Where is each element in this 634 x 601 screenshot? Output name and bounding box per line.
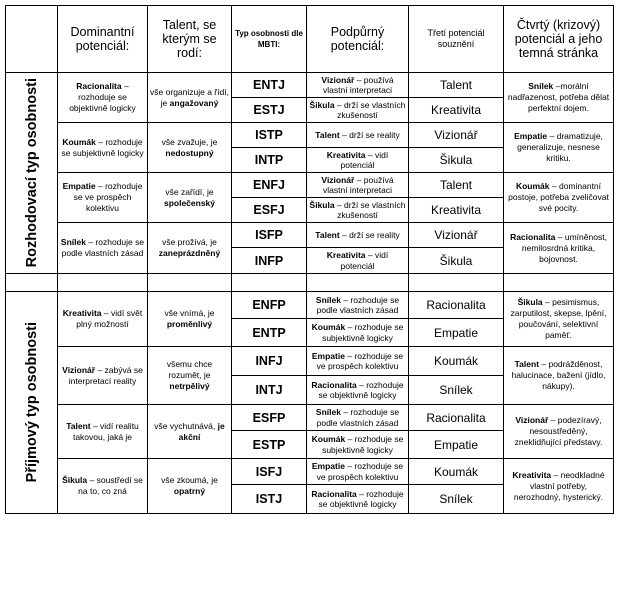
mbti-type-cell: INFJ <box>232 347 307 376</box>
third-potential-cell: Kreativita <box>409 98 504 123</box>
fourth-name: Kreativita <box>512 469 552 480</box>
third-potential-cell: Koumák <box>409 347 504 376</box>
support-potential-cell <box>307 98 409 123</box>
fourth-name: Racionalita <box>510 231 556 242</box>
mbti-type-cell: ESTP <box>232 431 307 459</box>
talent-text: vše zkoumá, je <box>161 475 218 485</box>
spacer-cell <box>409 274 504 292</box>
talent-trait: proměnlivý <box>166 319 213 329</box>
table-row <box>6 459 614 485</box>
support-name: Snílek <box>315 407 341 417</box>
talent-text: vše zvažuje, je <box>161 136 218 147</box>
table-row <box>6 123 614 148</box>
support-description: – rozhoduje se ve prospěch kolektivu <box>316 350 404 371</box>
support-potential-cell <box>307 123 409 148</box>
third-potential-cell: Racionalita <box>409 292 504 319</box>
dominant-description: – vidí realitu takovou, jaká je <box>72 420 139 442</box>
support-name: Vizionář <box>321 74 355 85</box>
fourth-potential-cell <box>504 459 614 514</box>
support-potential-cell <box>307 198 409 223</box>
support-description: – rozhoduje se subjektivně logicky <box>322 322 404 343</box>
fourth-potential-cell <box>504 173 614 223</box>
header-row <box>6 6 614 73</box>
support-potential-cell <box>307 292 409 319</box>
talent-text: vše vychutnává, <box>154 420 218 431</box>
talent-text: vše prožívá, je <box>162 237 217 247</box>
fourth-potential-cell <box>504 123 614 173</box>
fourth-name: Talent <box>514 359 540 369</box>
section-label-wrap <box>6 322 57 482</box>
third-potential-cell: Talent <box>409 173 504 198</box>
support-name: Kreativita <box>326 149 366 160</box>
third-potential-cell: Empatie <box>409 319 504 347</box>
table-row <box>6 347 614 376</box>
table-row <box>6 73 614 98</box>
mbti-type-cell: ENTP <box>232 319 307 347</box>
dominant-description: – rozhoduje se podle vlastních zásad <box>61 237 145 258</box>
spacer-cell <box>504 274 614 292</box>
support-potential-cell <box>307 248 409 274</box>
support-name: Empatie <box>311 350 345 361</box>
dominant-potential-cell <box>58 223 148 274</box>
support-description: – drží se reality <box>339 129 400 140</box>
talent-cell <box>148 223 232 274</box>
support-description: – rozhoduje se objektivně logicky <box>318 488 404 509</box>
third-potential-cell: Vizionář <box>409 223 504 248</box>
talent-text: vše organizuje a řídí, je <box>150 86 229 108</box>
talent-text: vše zařídí, je <box>165 186 214 197</box>
dominant-description: – rozhoduje se subjektivně logicky <box>61 136 144 158</box>
support-description: – vidí potenciál <box>340 149 389 170</box>
dominant-name: Empatie <box>62 181 96 191</box>
header-support: Podpůrný potenciál: <box>307 6 409 73</box>
fourth-potential-cell <box>504 292 614 347</box>
dominant-name: Kreativita <box>62 308 102 318</box>
support-name: Šikula <box>309 99 335 110</box>
fourth-potential-cell <box>504 347 614 405</box>
support-description: – vidí potenciál <box>340 250 389 271</box>
table-row <box>6 405 614 431</box>
third-potential-cell: Vizionář <box>409 123 504 148</box>
spacer-cell <box>148 274 232 292</box>
header-empty-cell <box>6 6 58 73</box>
third-potential-cell: Talent <box>409 73 504 98</box>
support-name: Racionalita <box>311 379 357 390</box>
third-potential-cell: Snílek <box>409 376 504 405</box>
section-label-wrap <box>6 78 57 267</box>
dominant-description: – rozhoduje se ve prospěch kolektivu <box>73 181 143 213</box>
talent-trait: opatrný <box>173 486 206 496</box>
support-description: – drží se vlastních zkušeností <box>334 199 406 220</box>
spacer-cell <box>232 274 307 292</box>
third-potential-cell: Snílek <box>409 485 504 514</box>
dominant-name: Talent <box>66 420 91 431</box>
support-description: – drží se reality <box>339 229 400 240</box>
fourth-potential-cell <box>504 73 614 123</box>
spacer-cell <box>58 274 148 292</box>
support-name: Šikula <box>309 199 335 210</box>
mbti-type-cell: ISTP <box>232 123 307 148</box>
mbti-type-cell: INTP <box>232 148 307 173</box>
talent-trait: nedostupný <box>165 147 214 158</box>
dominant-name: Snílek <box>60 237 86 247</box>
header-talent: Talent, se kterým se rodí: <box>148 6 232 73</box>
mbti-type-cell: ENFJ <box>232 173 307 198</box>
fourth-potential-cell <box>504 223 614 274</box>
dominant-name: Vizionář <box>62 364 96 375</box>
fourth-description: – umíněnost, nemilosrdná kritika, bojovnost. <box>521 231 607 264</box>
support-potential-cell <box>307 223 409 248</box>
talent-cell <box>148 173 232 223</box>
dominant-potential-cell <box>58 459 148 514</box>
support-description: – drží se vlastních zkušeností <box>334 99 406 120</box>
spacer-cell <box>307 274 409 292</box>
dominant-description: – rozhoduje se objektivně logicky <box>69 81 136 113</box>
support-name: Racionalita <box>311 488 357 499</box>
mbti-type-cell: ENFP <box>232 292 307 319</box>
dominant-potential-cell <box>58 405 148 459</box>
fourth-potential-cell <box>504 405 614 459</box>
table-row <box>6 173 614 198</box>
mbti-type-cell: ESFJ <box>232 198 307 223</box>
talent-cell <box>148 347 232 405</box>
fourth-name: Vizionář <box>515 415 549 425</box>
talent-cell <box>148 123 232 173</box>
section-spacer-row <box>6 274 614 292</box>
fourth-name: Empatie <box>514 131 548 141</box>
support-name: Empatie <box>311 461 345 471</box>
third-potential-cell: Racionalita <box>409 405 504 431</box>
fourth-description: –morální nadřazenost, potřeba dělat perfektní dojem. <box>507 81 610 113</box>
fourth-name: Snílek <box>528 81 554 91</box>
support-potential-cell <box>307 73 409 98</box>
support-name: Koumák <box>311 434 346 444</box>
talent-cell <box>148 459 232 514</box>
table-body <box>6 6 614 514</box>
dominant-description: – vidí svět plný možností <box>76 308 143 329</box>
fourth-description: – dominantní postoje, potřeba zveličovat své pocity. <box>508 181 609 213</box>
section-label: Rozhodovací typ osobnosti <box>23 78 40 268</box>
dominant-potential-cell <box>58 292 148 347</box>
talent-text: všemu chce rozumět, je <box>166 359 213 380</box>
support-potential-cell <box>307 431 409 459</box>
support-potential-cell <box>307 405 409 431</box>
table-row <box>6 223 614 248</box>
mbti-type-cell: ISFJ <box>232 459 307 485</box>
fourth-name: Šikula <box>517 297 543 307</box>
dominant-potential-cell <box>58 73 148 123</box>
talent-trait: zaneprázdněný <box>158 248 221 258</box>
dominant-potential-cell <box>58 123 148 173</box>
dominant-potential-cell <box>58 173 148 223</box>
support-description: – rozhoduje se objektivně logicky <box>318 379 404 400</box>
talent-trait: angažovaný <box>169 97 219 108</box>
fourth-description: – pesimismus, zarputilost, skepse, lpění, poučování, selektivní paměť. <box>510 297 607 340</box>
support-potential-cell <box>307 347 409 376</box>
support-name: Kreativita <box>326 250 366 260</box>
support-name: Vizionář <box>321 174 355 185</box>
spacer-cell <box>6 274 58 292</box>
dominant-name: Koumák <box>62 136 96 147</box>
support-description: – rozhoduje se ve prospěch kolektivu <box>316 461 404 482</box>
dominant-description: – zabývá se interpretací reality <box>68 364 143 386</box>
support-name: Talent <box>315 229 340 240</box>
header-dominant: Dominantní potenciál: <box>58 6 148 73</box>
third-potential-cell: Kreativita <box>409 198 504 223</box>
dominant-potential-cell <box>58 347 148 405</box>
mbti-type-cell: ENTJ <box>232 73 307 98</box>
talent-trait: společenský <box>163 197 216 208</box>
header-mbti: Typ osobnosti dle MBTI: <box>232 6 307 73</box>
third-potential-cell: Šikula <box>409 248 504 274</box>
talent-cell <box>148 73 232 123</box>
support-description: – rozhoduje se subjektivně logicky <box>322 434 404 455</box>
section-label: Příjmový typ osobnosti <box>23 322 40 483</box>
third-potential-cell: Empatie <box>409 431 504 459</box>
dominant-name: Racionalita <box>76 81 122 91</box>
mbti-potential-table <box>5 5 614 514</box>
fourth-description: – podrážděnost, halucinace, bažení (jídlo, nákupy). <box>511 359 606 391</box>
support-potential-cell <box>307 319 409 347</box>
talent-trait: netrpělivý <box>169 381 210 391</box>
third-potential-cell: Šikula <box>409 148 504 173</box>
header-fourth: Čtvrtý (krizový) potenciál a jeho temná stránka <box>504 6 614 73</box>
support-potential-cell <box>307 148 409 173</box>
support-potential-cell <box>307 173 409 198</box>
support-name: Snílek <box>315 294 341 305</box>
support-description: – používá vlastní interpretaci <box>323 174 394 195</box>
fourth-description: – neodkladné vlastní potřeby, nerozhodný, hysterický. <box>513 469 605 502</box>
dominant-name: Šikula <box>62 475 88 485</box>
talent-cell <box>148 405 232 459</box>
mbti-type-cell: ESFP <box>232 405 307 431</box>
dominant-description: – soustředí se na to, co zná <box>78 475 143 496</box>
talent-text: vše vnímá, je <box>164 308 215 318</box>
support-description: – používá vlastní interpretaci <box>323 74 394 95</box>
mbti-type-cell: ISTJ <box>232 485 307 514</box>
section-label-cell <box>6 292 58 514</box>
fourth-name: Koumák <box>515 181 550 191</box>
talent-trait: je akční <box>178 420 225 442</box>
support-potential-cell <box>307 459 409 485</box>
support-potential-cell <box>307 485 409 514</box>
support-potential-cell <box>307 376 409 405</box>
mbti-type-cell: INFP <box>232 248 307 274</box>
fourth-description: – podezíravý, nesoustředěný, zneklidňující představy. <box>514 415 603 447</box>
mbti-type-cell: ISFP <box>232 223 307 248</box>
fourth-description: – dramatizuje, generalizuje, nesnese kritiku. <box>517 131 603 163</box>
support-name: Talent <box>315 129 340 140</box>
talent-cell <box>148 292 232 347</box>
table-row <box>6 292 614 319</box>
support-description: – rozhoduje se podle vlastních zásad <box>316 294 400 315</box>
header-third: Třetí potenciál souznění <box>409 6 504 73</box>
mbti-type-cell: ESTJ <box>232 98 307 123</box>
section-label-cell <box>6 73 58 274</box>
support-name: Koumák <box>311 322 346 332</box>
support-description: – rozhoduje se podle vlastních zásad <box>316 407 400 428</box>
third-potential-cell: Koumák <box>409 459 504 485</box>
mbti-type-cell: INTJ <box>232 376 307 405</box>
